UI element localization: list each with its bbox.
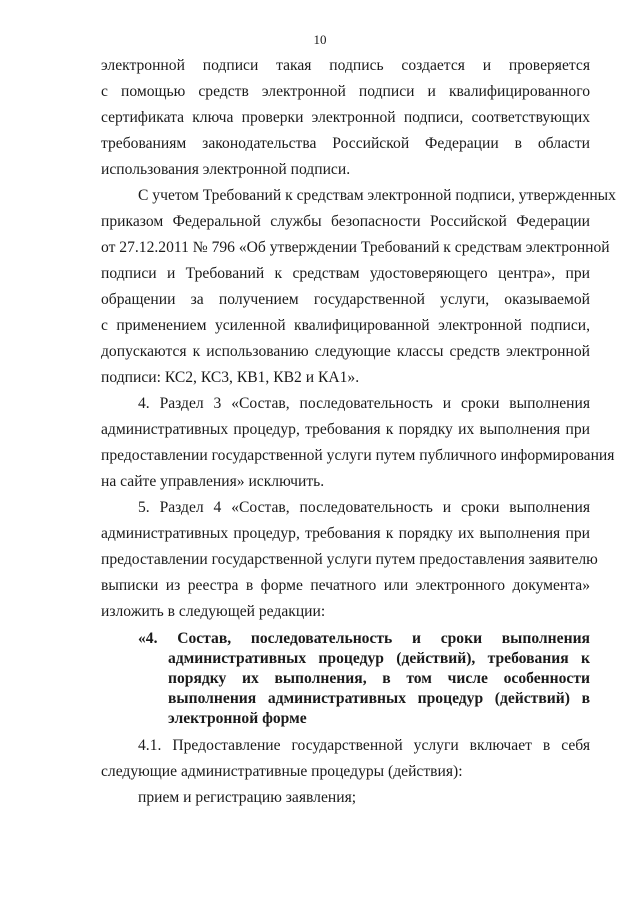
text-line: сертификата ключа проверки электронной подписи, соответствующих xyxy=(101,109,590,126)
text-line: с применением усиленной квалифицированной электронной подписи, xyxy=(101,317,590,334)
text-line: допускаются к использованию следующие классы средств электронной xyxy=(101,343,590,360)
section-heading-line: порядку их выполнения, в том числе особенности xyxy=(168,670,590,687)
text-line: приказом Федеральной службы безопасности Российской Федерации xyxy=(101,213,590,230)
text-line: прием и регистрацию заявления; xyxy=(138,789,357,806)
text-line: на сайте управления» исключить. xyxy=(101,473,325,490)
text-line: обращении за получением государственной услуги, оказываемой xyxy=(101,291,590,308)
section-heading-line: административных процедур (действий), требования к xyxy=(168,650,590,667)
section-heading-line: «4. Состав, последовательность и сроки выполнения xyxy=(138,630,590,647)
text-line: административных процедур, требования к порядку их выполнения при xyxy=(101,525,590,542)
text-line: с помощью средств электронной подписи и квалифицированного xyxy=(101,83,590,100)
text-line: от 27.12.2011 № 796 «Об утверждении Требований к средствам электронной xyxy=(101,239,610,256)
text-line: 4. Раздел 3 «Состав, последовательность и сроки выполнения xyxy=(138,395,590,412)
section-heading-line: выполнения административных процедур (действий) в xyxy=(168,690,590,707)
section-heading-line: электронной форме xyxy=(168,710,307,727)
text-line: 5. Раздел 4 «Состав, последовательность и сроки выполнения xyxy=(138,499,590,516)
text-line: использования электронной подписи. xyxy=(101,161,351,178)
text-line: 4.1. Предоставление государственной услуги включает в себя xyxy=(138,737,590,754)
text-line: подписи: КС2, КС3, КВ1, КВ2 и КА1». xyxy=(101,369,360,386)
text-line: выписки из реестра в форме печатного или электронного документа» xyxy=(101,577,590,594)
text-line: следующие административные процедуры (действия): xyxy=(101,763,463,780)
text-line: административных процедур, требования к порядку их выполнения при xyxy=(101,421,590,438)
text-line: подписи и Требований к средствам удостоверяющего центра», при xyxy=(101,265,590,282)
text-line: предоставлении государственной услуги путем публичного информирования xyxy=(101,447,615,464)
text-line: электронной подписи такая подпись создается и проверяется xyxy=(101,57,590,74)
text-line: изложить в следующей редакции: xyxy=(101,603,326,620)
text-line: С учетом Требований к средствам электронной подписи, утвержденных xyxy=(138,187,616,204)
text-line: предоставлении государственной услуги путем предоставления заявителю xyxy=(101,551,598,568)
text-line: требованиям законодательства Российской Федерации в области xyxy=(101,135,590,152)
page-number: 10 xyxy=(313,32,327,47)
